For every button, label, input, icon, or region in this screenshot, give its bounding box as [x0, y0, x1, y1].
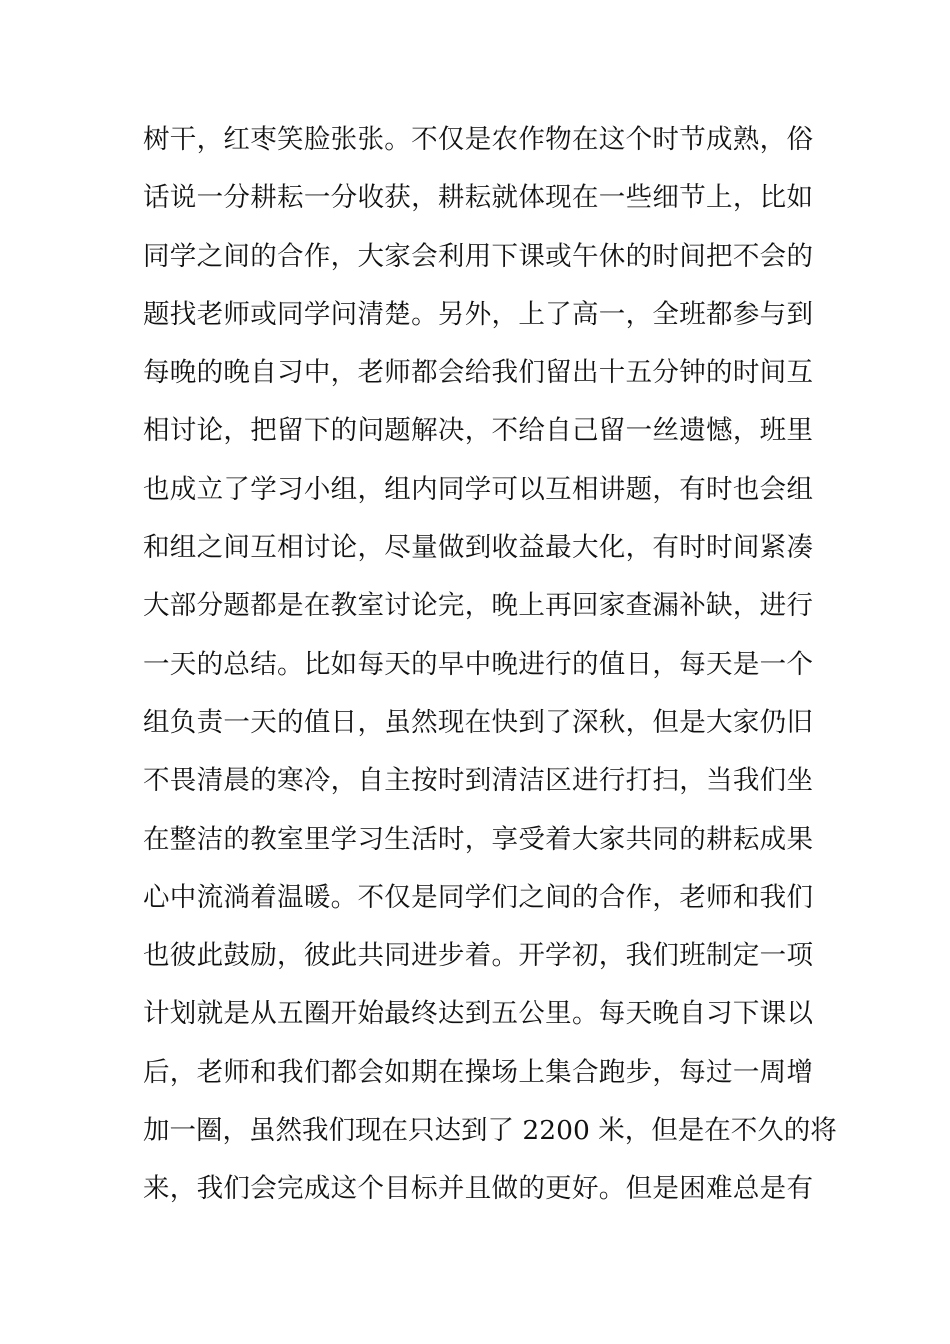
text-line-9: 大部分题都是在教室讨论完，晚上再回家查漏补缺，进行 — [143, 590, 813, 622]
text-line-1: 树干，红枣笑脸张张。不仅是农作物在这个时节成熟，俗 — [143, 124, 813, 155]
text-line-18: 加一圈，虽然我们现在只达到了 2200 米，但是在不久的将 — [143, 1115, 837, 1147]
text-line-5: 每晚的晚自习中，老师都会给我们留出十五分钟的时间互 — [143, 357, 813, 389]
text-line-10: 一天的总结。比如每天的早中晚进行的值日，每天是一个 — [143, 648, 813, 680]
text-line-19: 来，我们会完成这个目标并且做的更好。但是困难总是有 — [143, 1173, 813, 1205]
text-line-17: 后，老师和我们都会如期在操场上集合跑步，每过一周增 — [143, 1056, 813, 1088]
text-line-11: 组负责一天的值日，虽然现在快到了深秋，但是大家仍旧 — [143, 706, 813, 738]
text-line-4: 题找老师或同学问清楚。另外，上了高一，全班都参与到 — [143, 298, 813, 330]
text-line-8: 和组之间互相讨论，尽量做到收益最大化，有时时间紧凑 — [143, 532, 813, 564]
text-line-12: 不畏清晨的寒冷，自主按时到清洁区进行打扫，当我们坐 — [143, 765, 813, 797]
text-line-7: 也成立了学习小组，组内同学可以互相讲题，有时也会组 — [143, 473, 813, 505]
text-line-15: 也彼此鼓励，彼此共同进步着。开学初，我们班制定一项 — [143, 940, 813, 972]
text-line-13: 在整洁的教室里学习生活时，享受着大家共同的耕耘成果 — [143, 823, 813, 855]
text-line-2: 话说一分耕耘一分收获，耕耘就体现在一些细节上，比如 — [143, 182, 813, 214]
body-text — [143, 117, 837, 1225]
text-line-14: 心中流淌着温暖。不仅是同学们之间的合作，老师和我们 — [143, 881, 813, 913]
text-line-3: 同学之间的合作，大家会利用下课或午休的时间把不会的 — [143, 240, 813, 272]
text-line-6: 相讨论，把留下的问题解决，不给自己留一丝遗憾，班里 — [143, 415, 813, 447]
text-line-16: 计划就是从五圈开始最终达到五公里。每天晚自习下课以 — [143, 998, 813, 1030]
